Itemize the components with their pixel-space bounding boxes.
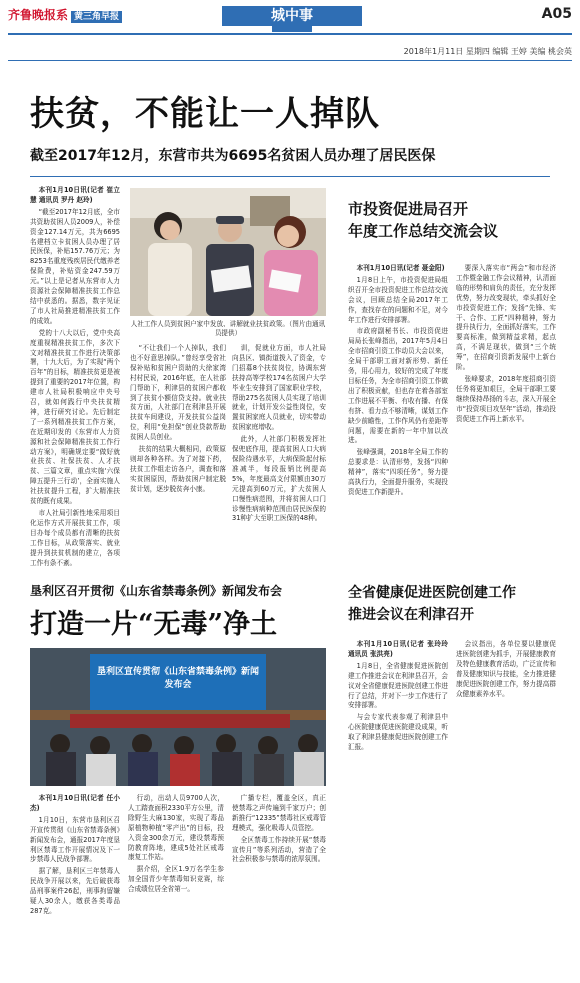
story1-paragraph: 扶贫的结果大概相同，政策原则却各种各样。为了对接下药，扶贫工作组走访各户，调查和落实贫困原因，帮助贫困户制定脱贫计划，逐步脱贫奔小康。 — [130, 445, 226, 493]
main-headline: 扶贫，不能让一人掉队 — [30, 94, 380, 134]
header-rule — [8, 33, 572, 35]
story2-photo-banner-text: 垦利区宣传贯彻《山东省禁毒条例》新闻发布会 — [96, 667, 259, 690]
right-story2-paragraph: 1月8日，全省健康促进医院创建工作推进会议在利津县召开，会议对全省健康促进医院创建工作进行了总结，并对下一步工作进行了安排部署。 — [348, 661, 448, 710]
story1-paragraph: “截至2017年12月底，全市共资助贫困人员2009人，补偿资金127.14万元，共为6695名建档立卡贫困人员办理了居民医保，补贴157.76万元；为8253名重度残疾居民代缴养老保险费，补贴资金247.59万元。”以上是记者从东营市人力资源社会保障精准扶贫工作总结中获悉的。据悉，数字见证了市人社局推进精准扶贫工作的成效。 — [30, 207, 120, 325]
story2-byline: 本刊1月10日讯(记者 任小杰) — [30, 794, 120, 812]
story1-photo-illustration — [130, 188, 326, 316]
issue-meta: 2018年1月11日 星期四 编辑 王婷 美编 桃会英 — [403, 47, 572, 56]
story2-paragraph: 据了解，垦利区三年禁毒人民战争开展以来，先后破获毒品刑事案件26起，刑事拘留嫌疑人30余人，缴获各类毒品287克。 — [30, 867, 120, 915]
story1-paragraph: 训，促就业方面，市人社局向县区、镇街道拨入了资金，专门招募8个扶贫岗位，协调东营扶持高等学校174名贫困户大学毕业生安排到了国家职业学校，帮助275名贫困人员实现了培训就业，计划开发公益性岗位，安置贫困家庭人员就业，切实带动贫困家庭增收。 — [232, 344, 326, 432]
section-banner: 城中事 — [222, 6, 362, 26]
right-story2-byline: 本刊1月10日讯(记者 张玲玲 通讯员 张洪亮) — [348, 640, 448, 658]
story2-paragraph: 1月10日，东营市垦利区召开宣传贯彻《山东省禁毒条例》新闻发布会，通报2017年度垦利区禁毒工作开展情况及下一步禁毒人民战争部署。 — [30, 815, 120, 864]
story1-byline: 本刊1月10日讯(记者 崔立慧 通讯员 罗丹 赵玲) — [30, 186, 120, 204]
right-story1-column-2 — [456, 264, 556, 560]
story2-column-3 — [232, 794, 326, 974]
story2-paragraph: 据介绍，全区1.9万名学生参加全国青少年禁毒知识竞赛，综合成绩位居全省第一。 — [128, 865, 224, 894]
right-story1-paragraph: 要深入落实市“两会”和市经济工作暨金融工作会议精神，认清面临的形势和肩负的责任，充分发挥优势，努力改变现状，牵头抓好全市投资促进工作；发扬“先锋、实干、合作、工匠”四种精神，努力提升执行力，全面抓好落实，工作要高标准，做到精益求精，起点高，不满足现状，做到“三个统筹”，在招商引资新发展中上新台阶。 — [456, 264, 556, 372]
right-story2-paragraph: 会议指出，各单位要以健康促进医院创建为抓手，开展健康教育及特色健康教育活动，广泛宣传和普及健康知识与技能，全力推进健康促进医院创建工作，努力提高群众健康素养水平。 — [456, 640, 556, 698]
story1-paragraph: “不让我们一个人掉队，我们也不好意思掉队。”曾经享受省社保补贴和贫困户资助的大徐家湾村村民说，2016年底，在人社部门帮助下，利津县的贫困户都收到了扶贫小额信贷支持。就业扶贫方面，人社部门在利津县开展扶贫车间建设，开发扶贫公益岗位，利用“免担保”创业贷款帮助贫困人员创业。 — [130, 344, 226, 442]
right-story1-column-1 — [348, 264, 448, 560]
story2-subhead: 垦利区召开贯彻《山东省禁毒条例》新闻发布会 — [30, 584, 283, 598]
right-story1-headline-line1: 市投资促进局召开 — [348, 200, 469, 218]
story1-photo-caption: 人社工作人员到贫困户家中发放、讲解就业扶贫政策。（图片由通讯员提供） — [130, 320, 326, 337]
story2-column-2 — [128, 794, 224, 974]
right-story2-column-2 — [456, 640, 556, 974]
right-story1-paragraph: 张峰强调，2018年全局工作的总要求是：认清形势，发扬“四种精神”，落实“四项任务”，努力提高执行力，全面提升服务，实现投资促进工作新提升。 — [348, 448, 448, 496]
right-story2-paragraph: 与会专家代表参观了利津县中心医院健康促进医院建设成果，听取了利津县健康促进医院创建工作汇报。 — [348, 713, 448, 752]
right-story2-column-1 — [348, 640, 448, 974]
right-story1-byline: 本刊1月10日讯(记者 聂金阳) — [356, 264, 445, 272]
story1-column-3 — [232, 344, 326, 566]
story2-paragraph: 行动，出动人员9700人次，人工踏查面积2330平方公里，清除野生大麻130家，实现了毒品原植物种植“零产出”的目标，投入资金300余万元，建设禁毒预防教育阵地，建成5处社区戒毒康复工作站。 — [128, 794, 224, 862]
right-story1-paragraph: 张峰要求，2018年度招商引资任务将更加艰巨，全局干部职工要继续保持昂扬的斗志，深入开展全市“投资项目攻坚年”活动，推动投资促进工作再上新水平。 — [456, 374, 556, 423]
right-story1-headline — [348, 198, 558, 242]
story1-paragraph: 市人社局引新性地采用项目化运作方式开展扶贫工作，项目办每个成员都有清晰的扶贫工作目标，从政策落实、就业提升到扶贫机制的建立，各项工作有条不紊。 — [30, 509, 120, 566]
page-number: A05 — [541, 6, 572, 22]
newspaper-logo: 齐鲁晚报系 黄三角早报 — [8, 6, 122, 23]
meta-rule — [8, 60, 572, 61]
story1-photo — [130, 188, 326, 316]
story1-paragraph: 党的十八大以后，党中央高度重视精准扶贫工作，多次下文对精准扶贫工作进行决策部署，十九大后，为了实现“两个百年”的目标，精准扶贫更是被提到了重要的2017年位置，构建市人社局积极响应中央号召，就如何践行中央扶贫精神，进行研究讨论。先后制定了一系列精准扶贫工作方案，在近期印发的《东营市人力资源和社会保障精准扶贫工作行动方案》，明确规定要“做好就业扶贫、社保扶贫、人才扶贫、三篇文章，重点实施‘六保障五提升三行动’，全面实施人社扶贫提升工程，扩大精准扶贫的既有成果。 — [30, 328, 120, 506]
logo-sub: 黄三角早报 — [71, 11, 122, 23]
right-story2-headline-line1: 全省健康促进医院创建工作 — [348, 585, 516, 601]
lead-rule — [30, 176, 550, 177]
right-story2-headline-line2: 推进会议在利津召开 — [348, 607, 474, 623]
story2-headline: 打造一片“无毒”净土 — [30, 609, 278, 640]
story1-column-1 — [30, 186, 120, 566]
right-story1-paragraph: 1月8日上午，市投资促进局组织召开全市投资促进工作总结交流会议，回顾总结全局2017年工作，查找存在的问题和不足，对今年工作进行安排部署。 — [348, 275, 448, 324]
right-story1-paragraph: 市政府副秘书长、市投资促进局局长张峰指出，2017年5月4日全市招商引资工作动员大会以来，全局干部职工面对新形势、新任务，用心用力，较好的完成了年度目标任务，为全市招商引资工作做出了积极贡献，但也存在着各部室工作进展不平衡、有收有播、有保有挤、看力点不够清晰，谋划工作缺少前瞻性，工作作风仍有差距等问题，需要在新的一年中加以改进。 — [348, 327, 448, 445]
right-story2-headline — [348, 582, 568, 626]
right-story1-headline-line2: 年度工作总结交流会议 — [348, 222, 499, 240]
story2-column-1 — [30, 794, 120, 974]
main-subhead: 截至2017年12月，东营市共为6695名贫困人员办理了居民医保 — [30, 148, 436, 164]
story2-paragraph: 广播专栏，覆盖全区，真正使禁毒之声传遍到千家万户；创新推行“12335”禁毒社区戒毒管理模式，强化吸毒人员管控。 — [232, 794, 326, 832]
story1-paragraph: 此外，人社部门积极发挥社保兜底作用，提高贫困人口大病保险待遇水平，大病保险起付标准减半，每段报销比例提高5%，年度最高支付限额由30万元提高到60万元，扩大贫困人口慢性病范围，并将贫困人口门诊慢性病病种范围由居民医保的31种扩大至职工医保的48种。 — [232, 435, 326, 523]
story2-paragraph: 全区禁毒工作持续开展“禁毒宣传月”等系列活动，营造了全社会积极参与禁毒的浓厚氛围。 — [232, 835, 326, 864]
story1-column-2 — [130, 344, 226, 566]
story2-photo — [30, 648, 326, 786]
